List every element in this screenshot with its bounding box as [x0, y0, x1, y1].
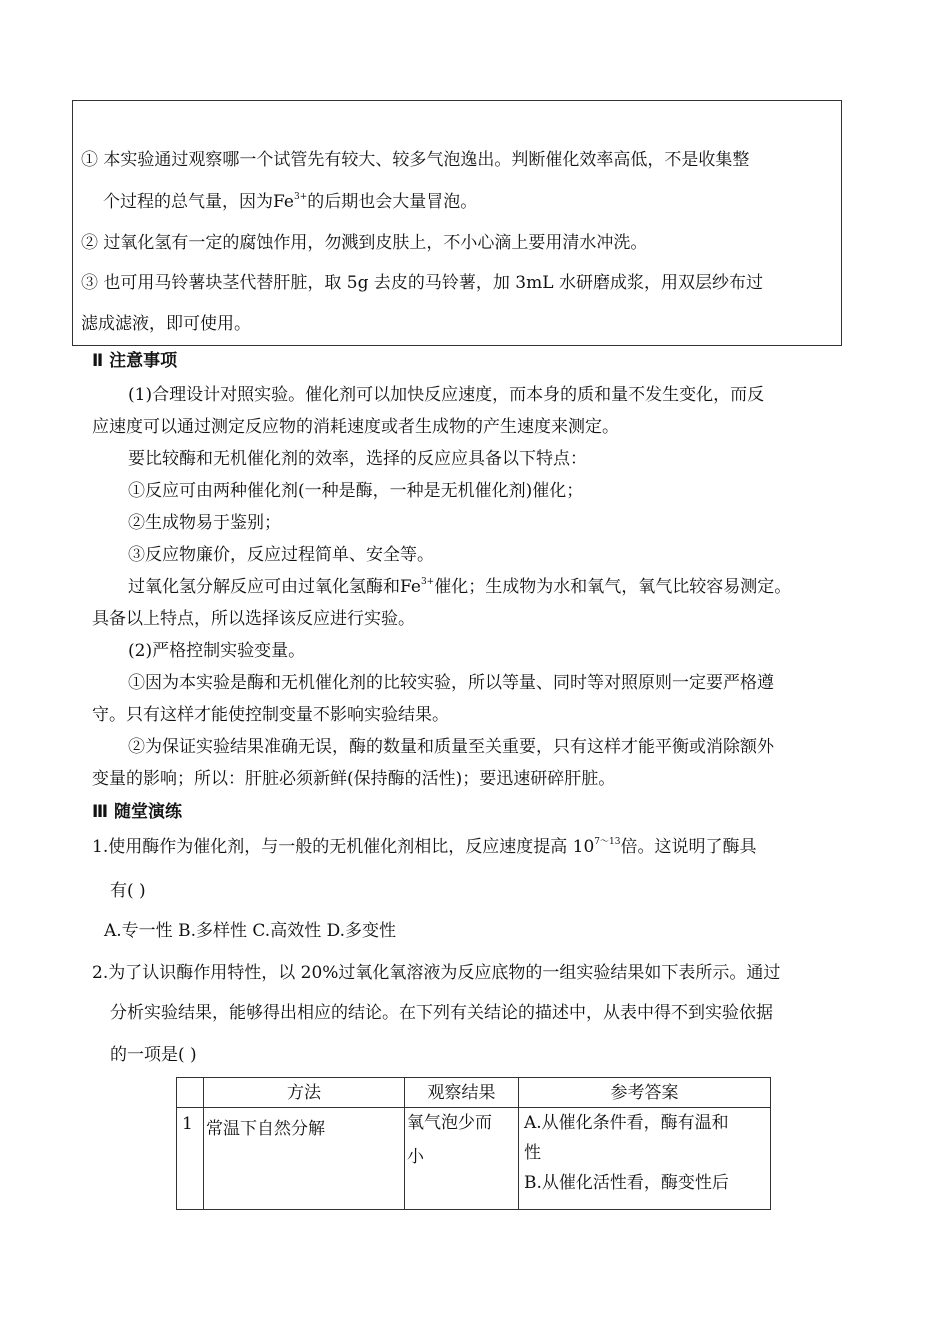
paragraph-text-b: 催化；生成物为水和氧气，氧气比较容易测定。	[434, 577, 792, 597]
answer-line: B.从催化活性看，酶变性后	[524, 1173, 729, 1193]
list-item: ①反应可由两种催化剂(一种是酶，一种是无机催化剂)催化；	[128, 481, 584, 501]
note-3-cont: 滤成滤液，即可使用。	[81, 314, 251, 334]
result-line: 小	[407, 1147, 424, 1167]
note-2: ② 过氧化氢有一定的腐蚀作用，勿溅到皮肤上，不小心滴上要用清水冲洗。	[81, 233, 648, 253]
paragraph: (1)合理设计对照实验。催化剂可以加快反应速度，而本身的质和量不发生变化，而反	[128, 385, 765, 405]
list-item: ②生成物易于鉴别；	[128, 513, 281, 533]
paragraph: (2)严格控制实验变量。	[128, 641, 306, 661]
superscript: 3+	[293, 192, 308, 202]
paragraph: 要比较酶和无机催化剂的效率，选择的反应应具备以下特点：	[128, 449, 587, 469]
row-number: 1	[177, 1108, 204, 1210]
paragraph: 具备以上特点，所以选择该反应进行实验。	[92, 609, 415, 629]
notes-box	[72, 100, 842, 346]
list-item: ③反应物廉价，反应过程简单、安全等。	[128, 545, 434, 565]
header-cell: 参考答案	[519, 1078, 771, 1108]
question-1	[92, 832, 756, 857]
paragraph: 应速度可以通过测定反应物的消耗速度或者生成物的产生速度来测定。	[92, 417, 619, 437]
question-1-cont: 有( )	[110, 881, 146, 901]
paragraph: ②为保证实验结果准确无误，酶的数量和质量至关重要，只有这样才能平衡或消除额外	[128, 737, 774, 757]
result-cell	[405, 1108, 519, 1210]
paragraph-text: 过氧化氢分解反应可由过氧化氢酶和Fe	[128, 577, 421, 597]
note-1-cont	[103, 187, 477, 212]
answer-cell	[519, 1108, 771, 1210]
question-text-b: 倍。这说明了酶具	[620, 837, 757, 857]
paragraph: 守。只有这样才能使控制变量不影响实验结果。	[92, 705, 449, 725]
superscript: 7～13	[594, 837, 621, 847]
answer-line: A.从催化条件看，酶有温和	[524, 1113, 729, 1133]
answer-line: 性	[524, 1143, 541, 1163]
question-text: 1.使用酶作为催化剂，与一般的无机催化剂相比，反应速度提高 10	[92, 837, 595, 857]
header-cell	[177, 1078, 204, 1108]
superscript: 3+	[420, 577, 435, 587]
note-1-cont-text: 个过程的总气量，因为Fe	[103, 192, 294, 212]
note-1: ① 本实验通过观察哪一个试管先有较大、较多气泡逸出。判断催化效率高低，不是收集整	[81, 150, 750, 170]
result-line: 氧气泡少而	[407, 1113, 492, 1133]
paragraph: 变量的影响；所以：肝脏必须新鲜(保持酶的活性)；要迅速研碎肝脏。	[92, 769, 616, 789]
question-1-options: A.专一性 B.多样性 C.高效性 D.多变性	[104, 921, 397, 941]
header-cell: 方法	[204, 1078, 405, 1108]
paragraph: ①因为本实验是酶和无机催化剂的比较实验，所以等量、同时等对照原则一定要严格遵	[128, 673, 774, 693]
section-heading-precautions: Ⅱ 注意事项	[92, 351, 178, 371]
table-header-row	[177, 1078, 771, 1108]
question-2: 2.为了认识酶作用特性，以 20%过氧化氧溶液为反应底物的一组实验结果如下表所示。通过	[92, 963, 781, 983]
question-2-cont: 分析实验结果，能够得出相应的结论。在下列有关结论的描述中，从表中得不到实验依据	[110, 1003, 773, 1023]
paragraph	[128, 572, 791, 597]
method-cell: 常温下自然分解	[204, 1108, 405, 1210]
note-1-cont-text-b: 的后期也会大量冒泡。	[307, 192, 478, 212]
question-2-cont: 的一项是( )	[110, 1045, 197, 1065]
table-row	[177, 1108, 771, 1210]
note-3: ③ 也可用马铃薯块茎代替肝脏，取 5g 去皮的马铃薯，加 3mL 水研磨成浆，用双层纱布过	[81, 273, 763, 293]
section-heading-practice: Ⅲ 随堂演练	[92, 802, 182, 822]
results-table	[176, 1077, 771, 1210]
header-cell: 观察结果	[405, 1078, 519, 1108]
